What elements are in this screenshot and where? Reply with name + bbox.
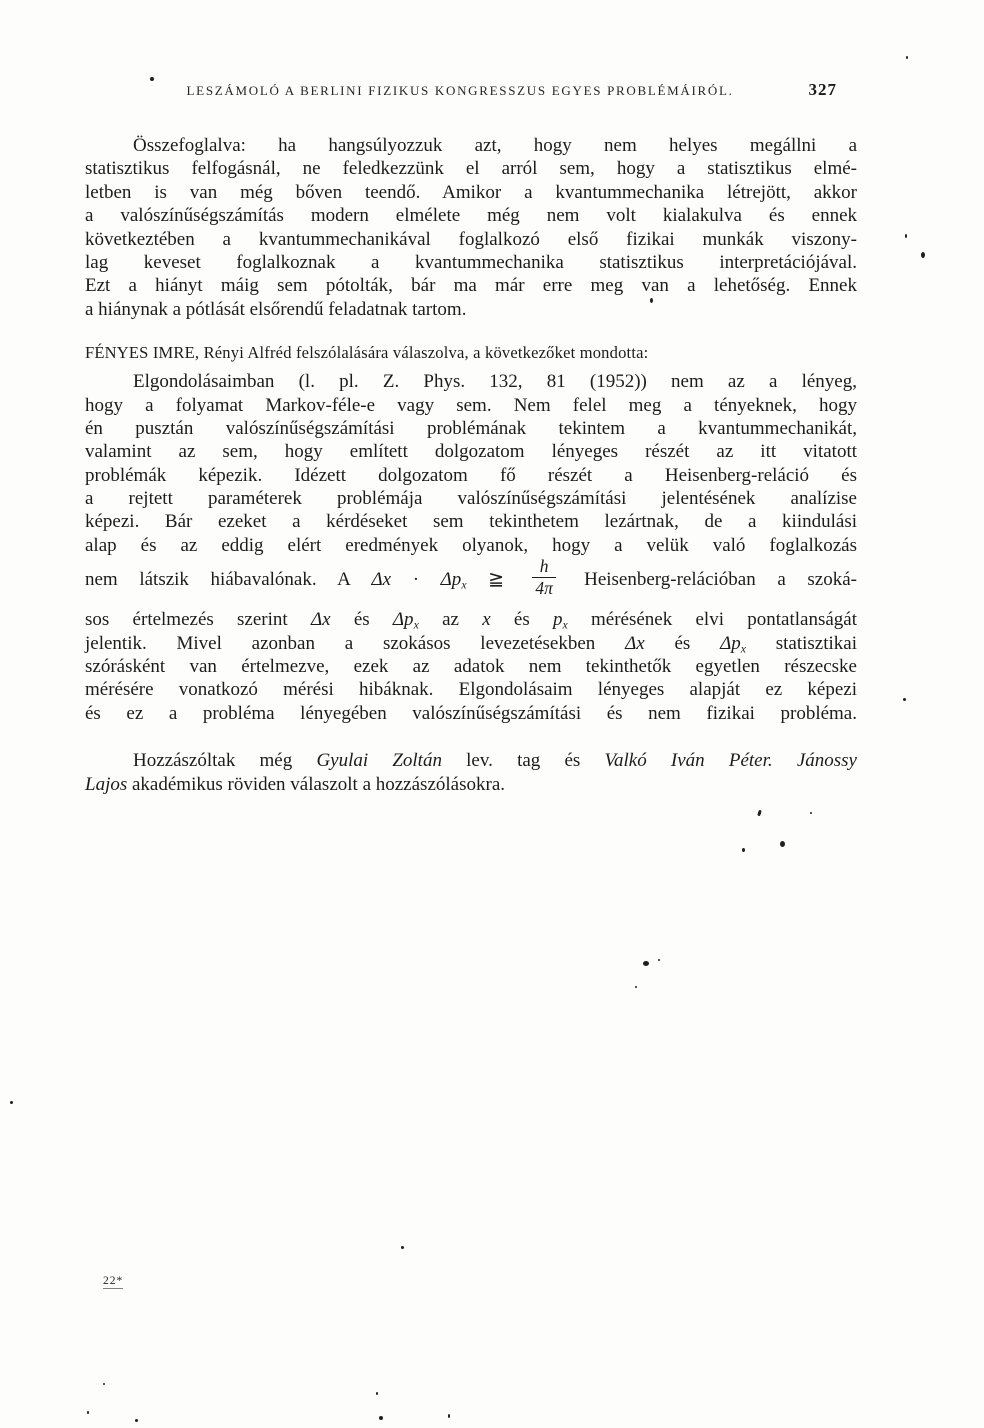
text-segment: x — [413, 618, 419, 632]
text-segment: Hozzászóltak még — [133, 750, 317, 772]
text-segment: Δx — [371, 569, 392, 591]
page-number: 327 — [808, 80, 837, 99]
text-segment: Lajos — [85, 773, 128, 795]
text-segment: Δx — [310, 609, 331, 631]
scan-speck — [376, 1392, 378, 1395]
scan-speck — [780, 841, 785, 847]
fraction-h-over-4pi — [532, 558, 557, 598]
running-head — [85, 80, 857, 102]
scan-speck — [103, 1383, 105, 1385]
text-segment: az — [418, 609, 483, 631]
paragraph-fenyes-reply — [85, 370, 857, 725]
paragraph-osszefoglalva — [85, 134, 857, 321]
fraction-denominator: 4π — [535, 578, 553, 599]
text-segment: akadémikus röviden válaszolt a hozzászólásokra. — [127, 773, 505, 795]
text-segment: x — [461, 578, 467, 592]
text-segment: nem látszik hiábavalónak. A — [85, 569, 372, 591]
text-segment: a valószínűségszámítás modern elmélete még nem volt kialakulva és ennek — [85, 205, 857, 227]
text-segment: x — [482, 609, 491, 631]
text-segment: Δp — [440, 569, 462, 591]
text-segment: alap és az eddig elért eredmények olyanok, hogy a velük való foglalkozás — [85, 534, 857, 556]
text-line — [85, 510, 857, 533]
text-segment: és ez a probléma lényegében valószínűségszámítási és nem fizikai probléma. — [85, 702, 857, 724]
text-segment: Gyulai Zoltán — [316, 750, 442, 772]
text-segment: letben is van még bőven teendő. Amikor a kvantummechanika létrejött, akkor — [85, 181, 857, 203]
text-line — [85, 632, 857, 655]
text-line — [85, 440, 857, 463]
text-segment: sos értelmezés szerint — [85, 609, 311, 631]
scan-speck — [810, 812, 812, 814]
text-line — [85, 251, 857, 274]
speaker-line — [85, 342, 857, 363]
text-segment: lag keveset foglalkoznak a kvantummechanika statisztikus interpretációjával. — [85, 251, 857, 273]
text-segment: és — [330, 609, 393, 631]
text-segment: x — [740, 641, 746, 655]
text-segment: a hiánynak a pótlását elsőrendű feladatnak tartom. — [85, 298, 467, 320]
text-segment: statisztikai — [745, 632, 857, 654]
scan-speck — [742, 848, 745, 852]
text-segment: és — [490, 609, 553, 631]
text-line — [85, 534, 857, 557]
scan-speck — [401, 1246, 404, 1249]
text-segment: a rejtett paraméterek problémája valószínűségszámítási jelentésének analízise — [85, 488, 857, 510]
text-segment: p — [553, 609, 563, 631]
scan-speck — [135, 1419, 138, 1422]
printers-signature-mark: 22* — [103, 1275, 124, 1287]
scan-speck — [10, 1101, 13, 1104]
text-segment: problémák képezik. Idézett dolgozatom fő részét a Heisenberg-reláció és — [85, 464, 857, 486]
text-segment: Elgondolásaimban (l. pl. Z. Phys. 132, 81 (1952)) nem az a lényeg, — [133, 371, 857, 393]
scan-speck — [757, 810, 762, 817]
paragraph-closing — [85, 749, 857, 796]
text-segment: lev. tag és — [441, 750, 605, 772]
scan-speck — [903, 698, 906, 701]
scan-speck — [448, 1414, 450, 1418]
scan-speck — [643, 961, 649, 966]
scan-speck — [905, 234, 907, 238]
running-head-title: LESZÁMOLÓ A BERLINI FIZIKUS KONGRESSZUS EGYES PROBLÉMÁIRÓL. — [186, 83, 734, 98]
text-segment: jelentik. Mivel azonban a szokásos levezetésekben — [85, 632, 626, 654]
text-segment: Valkó Iván Péter. Jánossy — [604, 750, 857, 772]
text-segment: Δp — [392, 609, 414, 631]
text-segment: következtében a kvantummechanikával foglalkozó első fizikai munkák viszony- — [85, 228, 857, 250]
scan-speck — [635, 986, 637, 988]
text-line — [85, 678, 857, 701]
scan-speck — [658, 959, 660, 961]
text-line — [85, 464, 857, 487]
fraction-numerator: h — [539, 556, 549, 577]
text-line — [85, 134, 857, 157]
text-line — [85, 342, 857, 363]
document-body — [85, 134, 857, 796]
text-line — [85, 181, 857, 204]
text-segment: Heisenberg-relációban a szoká- — [562, 569, 857, 591]
text-segment: statisztikus felfogásnál, ne feledkezzünk el arról sem, hogy a statisztikus elmé- — [85, 158, 857, 180]
text-line — [85, 204, 857, 227]
text-line — [85, 702, 857, 725]
text-segment: Δx — [625, 632, 645, 654]
scan-speck — [906, 56, 908, 59]
text-segment: x — [562, 618, 568, 632]
text-line — [85, 487, 857, 510]
scan-speck — [87, 1411, 89, 1414]
text-segment: valamint az sem, hogy említett dolgozatom lényeges részét az itt vitatott — [85, 441, 857, 463]
text-segment: Ezt a hiányt máig sem pótolták, bár ma már erre meg van a lehetőség. Ennek — [85, 275, 857, 297]
text-line — [85, 557, 857, 608]
text-line — [85, 298, 857, 321]
text-line — [85, 394, 857, 417]
text-segment: Δp — [720, 632, 741, 654]
text-line — [85, 417, 857, 440]
text-segment: · — [391, 569, 441, 591]
text-segment: mérésének elvi pontatlanságát — [567, 609, 857, 631]
text-line — [85, 655, 857, 678]
text-segment: én pusztán valószínűségszámítási problémának tekintem a kvantummechanikát, — [85, 417, 857, 439]
scan-speck — [379, 1416, 383, 1420]
scan-speck — [650, 298, 653, 303]
text-segment: és — [644, 632, 721, 654]
text-line — [85, 370, 857, 393]
text-segment: Összefoglalva: ha hangsúlyozzuk azt, hogy nem helyes megállni a — [133, 135, 857, 156]
text-line — [85, 157, 857, 180]
scan-speck — [150, 77, 154, 81]
text-segment: szórásként van értelmezve, ezek az adatok nem tekinthetők egyetlen részecske — [85, 656, 857, 678]
text-segment: képezi. Bár ezeket a kérdéseket sem tekinthetem lezártnak, de a kiindulási — [85, 511, 857, 533]
scan-speck — [921, 252, 925, 258]
text-segment: mérésére vonatkozó mérési hibáknak. Elgondolásaim lényeges alapját ez képezi — [85, 679, 857, 701]
text-segment: hogy a folyamat Markov-féle-e vagy sem. Nem felel meg a tényeknek, hogy — [85, 394, 857, 416]
text-line — [85, 228, 857, 251]
text-segment: ≧ — [466, 569, 526, 591]
text-line — [85, 773, 857, 796]
text-segment: FÉNYES IMRE, Rényi Alfréd felszólalására válaszolva, a következőket mondotta: — [85, 343, 649, 363]
text-line — [85, 274, 857, 297]
text-line — [85, 749, 857, 772]
text-line — [85, 608, 857, 631]
